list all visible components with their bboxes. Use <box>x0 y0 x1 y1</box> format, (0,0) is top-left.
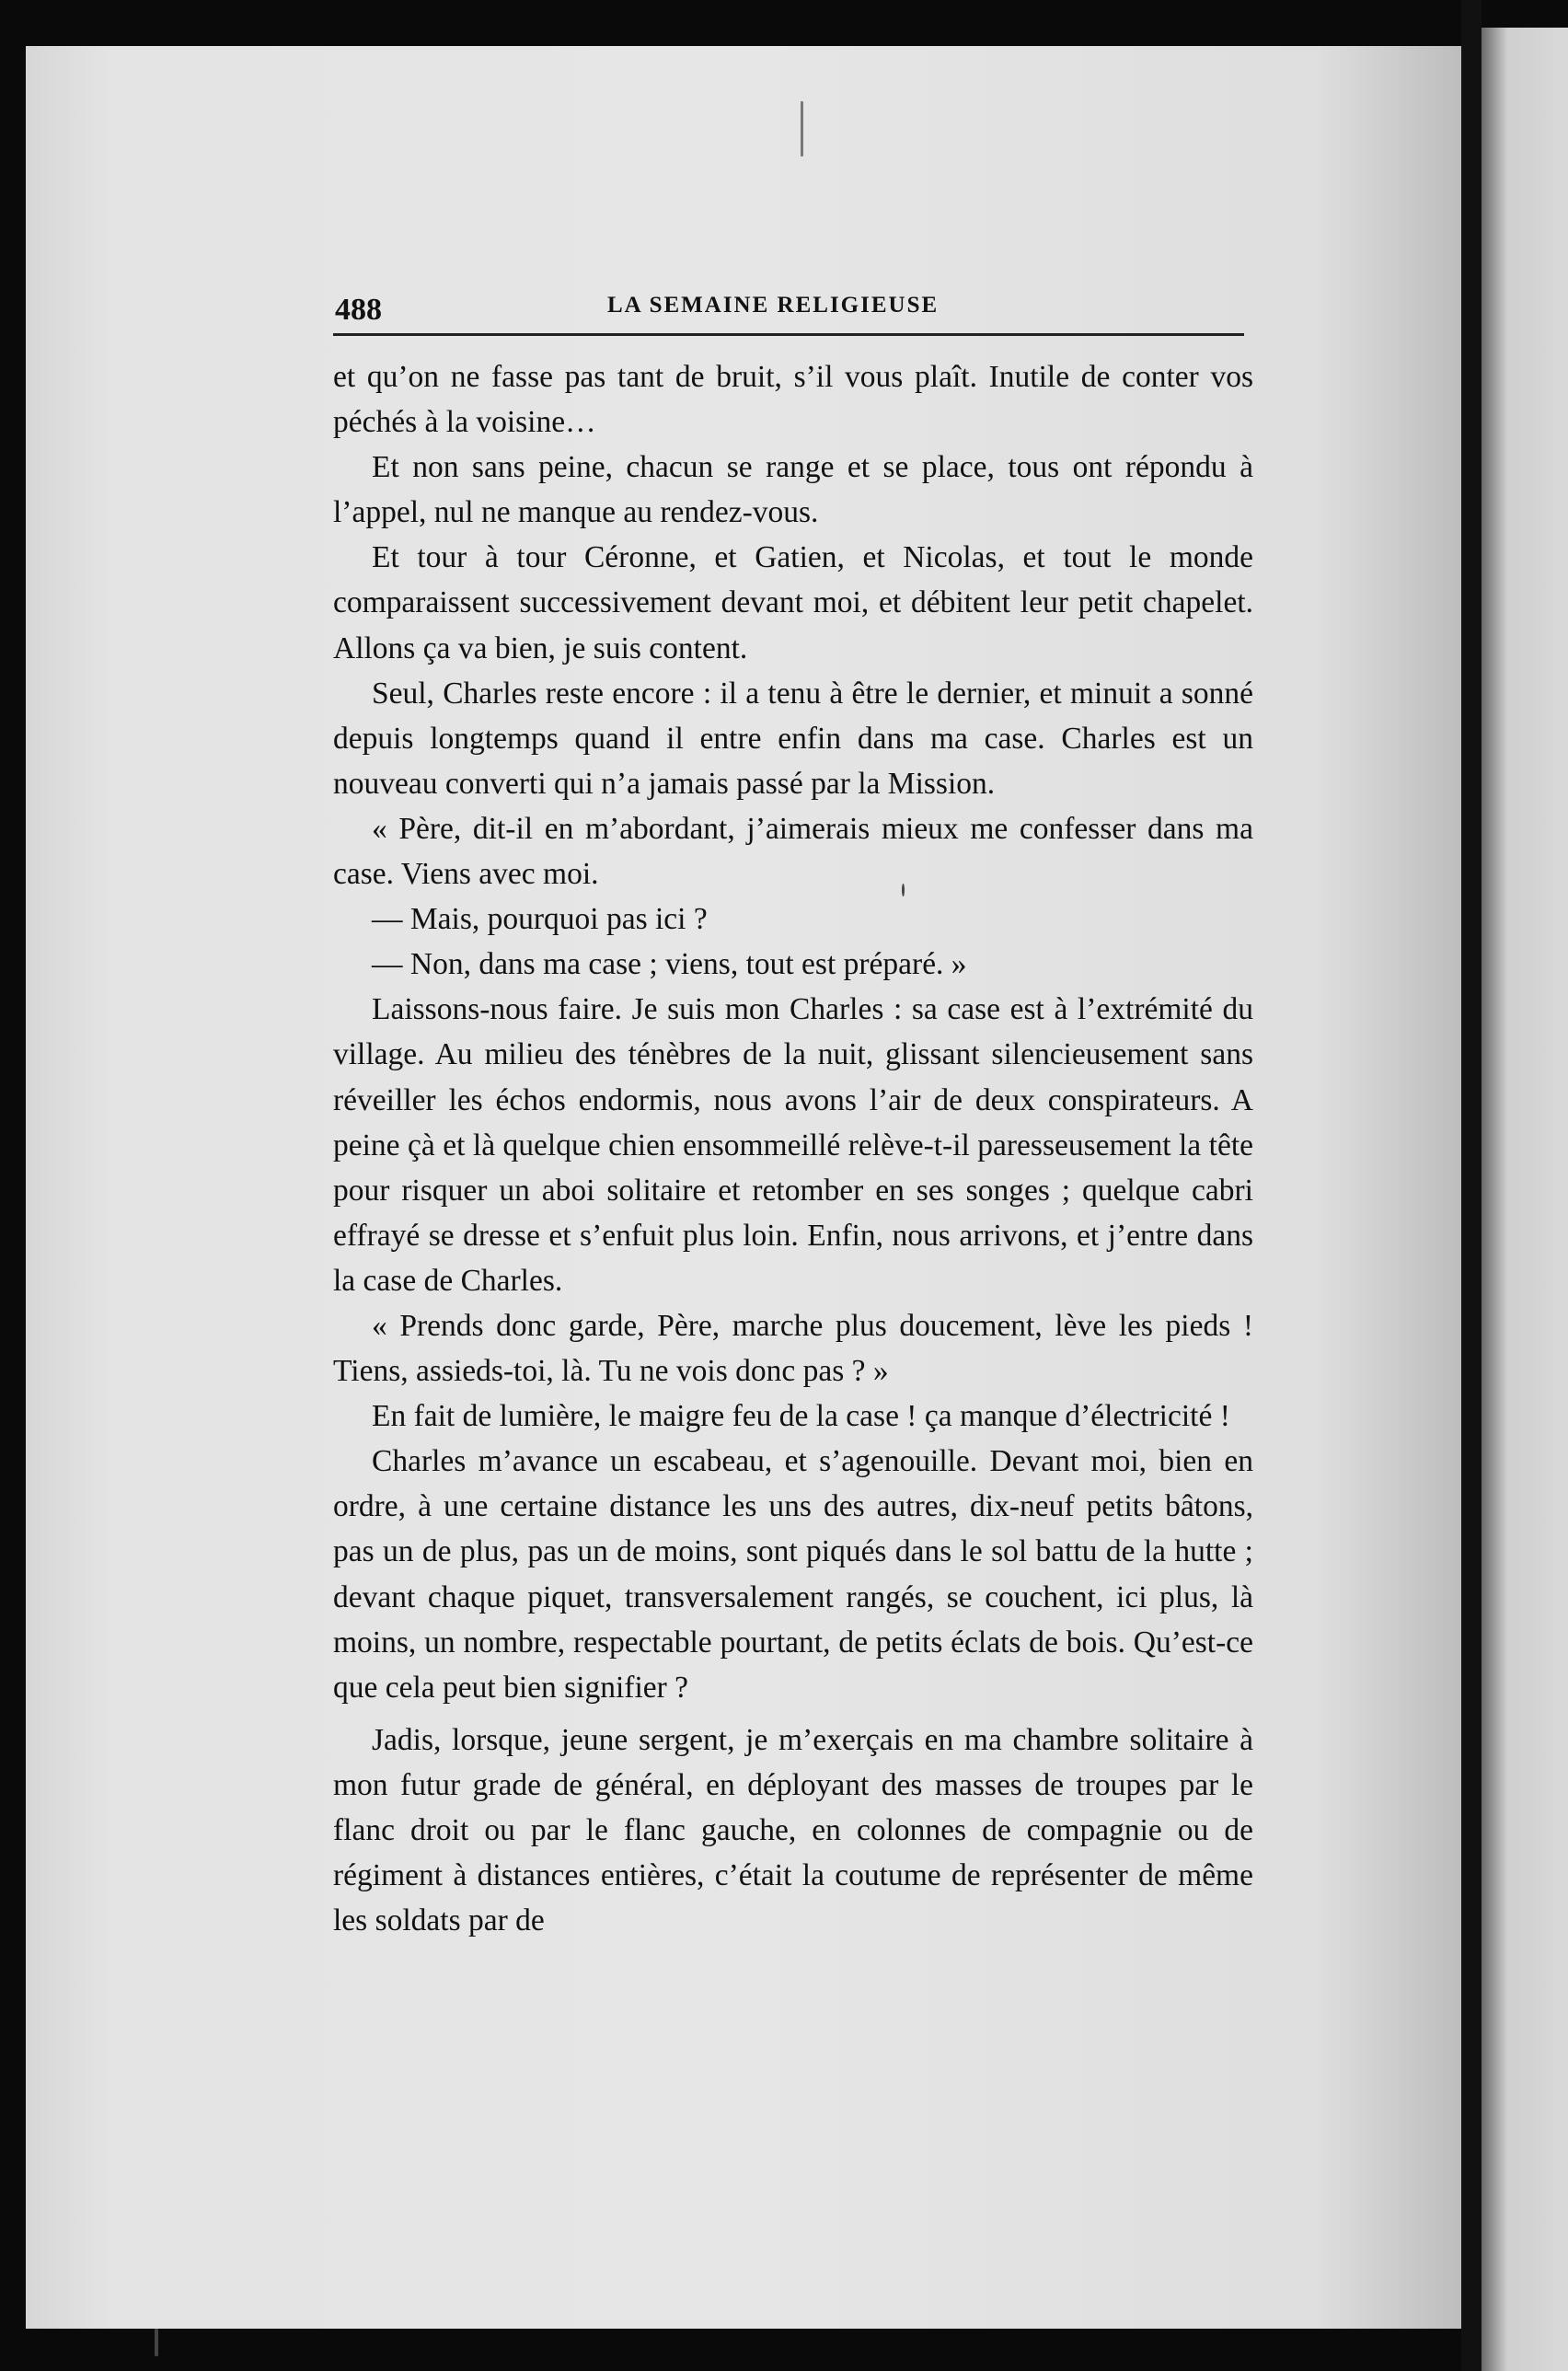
header-rule <box>333 333 1244 336</box>
paragraph: Jadis, lorsque, jeune sergent, je m’exerçais en ma chambre solitaire à mon futur grade de général, en déployant des masses de troupes par le flanc droit ou par le flanc gauche, en colonnes de compagnie ou de régiment à distances entières, c’était la coutume de représenter de même les soldats par de <box>333 1722 1253 1938</box>
paragraph: « Père, dit-il en m’abordant, j’aimerais mieux me confesser dans ma case. Viens avec moi. <box>333 811 1253 892</box>
paragraph: — Non, dans ma case ; viens, tout est préparé. » <box>372 947 967 982</box>
paragraph: Laissons-nous faire. Je suis mon Charles : sa case est à l’extrémité du village. Au milieu des ténèbres de la nuit, glissant silencieusement sans réveiller les échos endormis, nous avons l’air de deux conspirateurs. A peine çà et là quelque chien ensommeillé relève-t-il paresseusement la tête pour risquer un aboi solitaire et retomber en ses songes ; quelque cabri effrayé se dresse et s’enfuit plus loin. Enfin, nous arrivons, et j’entre dans la case de Charles. <box>333 992 1253 1298</box>
scan-artifact <box>801 101 803 156</box>
running-head: LA SEMAINE RELIGIEUSE <box>607 293 940 318</box>
body-text <box>333 354 1253 1943</box>
paragraph: et qu’on ne fasse pas tant de bruit, s’il vous plaît. Inutile de conter vos péchés à la voisine… <box>333 360 1253 440</box>
scan-artifact <box>155 2329 158 2356</box>
paragraph: En fait de lumière, le maigre feu de la case ! ça manque d’électricité ! <box>372 1399 1230 1434</box>
paragraph: Et non sans peine, chacun se range et se place, tous ont répondu à l’appel, nul ne manque au rendez-vous. <box>333 450 1253 530</box>
facing-page-edge <box>1482 28 1568 2371</box>
paragraph: — Mais, pourquoi pas ici ? <box>372 902 708 937</box>
paragraph: Seul, Charles reste encore : il a tenu à être le dernier, et minuit a sonné depuis longtemps quand il entre enfin dans ma case. Charles est un nouveau converti qui n’a jamais passé par la Mission. <box>333 676 1253 801</box>
paragraph: Et tour à tour Céronne, et Gatien, et Nicolas, et tout le monde comparaissent successivement devant moi, et débitent leur petit chapelet. Allons ça va bien, je suis content. <box>333 540 1253 665</box>
paragraph: Charles m’avance un escabeau, et s’agenouille. Devant moi, bien en ordre, à une certaine distance les uns des autres, dix-neuf petits bâtons, pas un de plus, pas un de moins, sont piqués dans le sol battu de la hutte ; devant chaque piquet, transversalement rangés, se couchent, ici plus, là moins, un nombre, respectable pourtant, de petits éclats de bois. Qu’est-ce que cela peut bien signifier ? <box>333 1444 1253 1705</box>
paragraph: « Prends donc garde, Père, marche plus doucement, lève les pieds ! Tiens, assieds-toi, là. Tu ne vois donc pas ? » <box>333 1308 1253 1389</box>
page-number: 488 <box>335 293 382 327</box>
page-gutter <box>1461 0 1482 2371</box>
